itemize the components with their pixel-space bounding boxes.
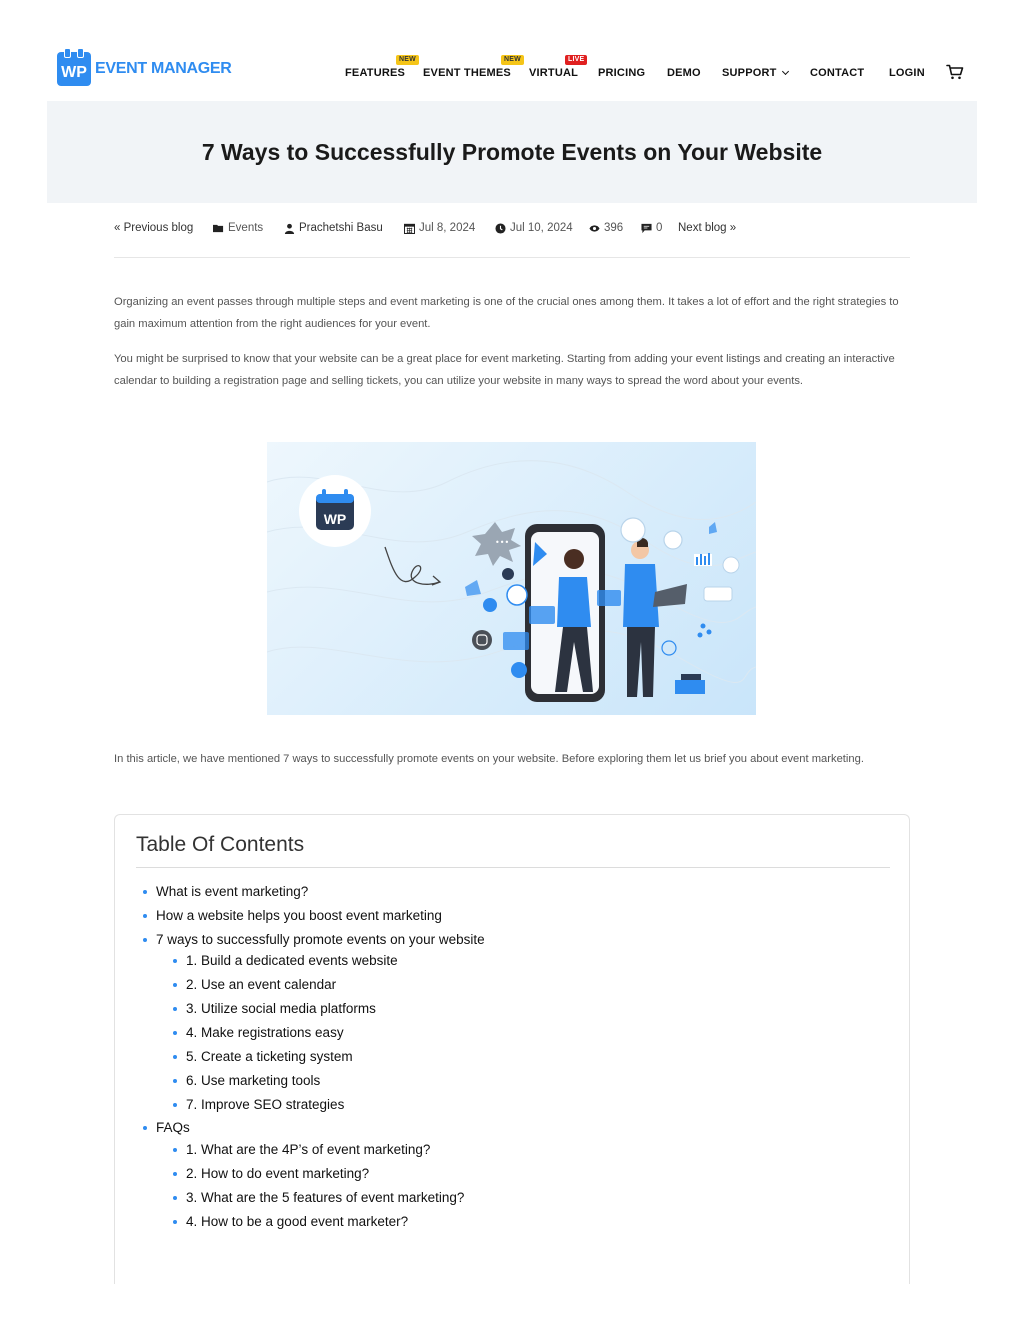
bullet-icon (143, 938, 147, 942)
toc-subitem[interactable]: 4. How to be a good event marketer? (173, 1214, 408, 1229)
bullet-icon (173, 1079, 177, 1083)
bullet-icon (173, 959, 177, 963)
toc-divider (136, 867, 890, 868)
toc-subitem[interactable]: 7. Improve SEO strategies (173, 1097, 344, 1112)
bullet-icon (173, 1103, 177, 1107)
bullet-icon (173, 1031, 177, 1035)
toc-subitem[interactable]: 3. What are the 5 features of event marketing? (173, 1190, 464, 1205)
bullet-icon (173, 983, 177, 987)
bullet-icon (173, 1220, 177, 1224)
main-nav (0, 56, 1024, 81)
title-banner (47, 101, 977, 203)
toc-subitem[interactable]: 1. Build a dedicated events website (173, 953, 398, 968)
bullet-icon (143, 1126, 147, 1130)
view-count: 396 (589, 222, 623, 234)
toc-title: Table Of Contents (136, 833, 305, 856)
eye-icon (589, 223, 600, 234)
bullet-icon (143, 914, 147, 918)
toc-item[interactable]: FAQs (143, 1120, 190, 1135)
nav-pricing[interactable]: PRICING (598, 67, 646, 79)
new-badge: NEW (501, 55, 524, 65)
site-header (0, 0, 1024, 101)
bullet-icon (173, 1055, 177, 1059)
comment-icon (641, 223, 652, 234)
category-link[interactable]: Events (213, 222, 263, 234)
intro-paragraph: Organizing an event passes through multiple steps and event marketing is one of the crucial ones among them. It takes a lot of effort and the right strategies to gain maximum attention from the right audiences for your event. (114, 296, 899, 330)
toc-subitem[interactable]: 2. How to do event marketing? (173, 1166, 369, 1181)
calendar-icon (404, 223, 415, 234)
logo-text: EVENT MANAGER (95, 60, 232, 77)
bullet-icon (173, 1007, 177, 1011)
nav-login[interactable]: LOGIN (889, 67, 925, 79)
toc-subitem[interactable]: 2. Use an event calendar (173, 977, 336, 992)
website-paragraph: You might be surprised to know that your website can be a great place for event marketing. Starting from adding your event listings and creating an interactive calendar to building a registration page and selling tickets, you can utilize your website in many ways to spread the word about your events. (114, 353, 895, 387)
author-link[interactable]: Prachetshi Basu (284, 222, 383, 234)
toc-item[interactable]: What is event marketing? (143, 884, 308, 899)
bullet-icon (173, 1196, 177, 1200)
toc-subitem[interactable]: 3. Utilize social media platforms (173, 1001, 376, 1016)
toc-item[interactable]: How a website helps you boost event marketing (143, 908, 442, 923)
nav-support[interactable]: SUPPORT (722, 67, 788, 79)
folder-icon (213, 223, 224, 234)
nav-demo[interactable]: DEMO (667, 67, 701, 79)
event-marketing-illustration (267, 442, 756, 715)
next-blog-link[interactable]: Next blog » (678, 222, 737, 234)
toc-subitem[interactable]: 1. What are the 4P’s of event marketing? (173, 1142, 430, 1157)
toc-subitem[interactable]: 5. Create a ticketing system (173, 1049, 353, 1064)
updated-date: Jul 10, 2024 (495, 222, 573, 234)
bullet-icon (143, 890, 147, 894)
new-badge: NEW (396, 55, 419, 65)
bullet-icon (173, 1148, 177, 1152)
svg-text:•••: ••• (495, 538, 510, 547)
cart-icon[interactable] (946, 64, 964, 80)
meta-divider (114, 257, 910, 258)
comment-count[interactable]: 0 (641, 222, 662, 234)
toc-subitem[interactable]: 6. Use marketing tools (173, 1073, 320, 1088)
published-date: Jul 8, 2024 (404, 222, 475, 234)
toc-subitem[interactable]: 4. Make registrations easy (173, 1025, 344, 1040)
hero-image (267, 442, 756, 715)
table-of-contents (114, 814, 910, 1284)
live-badge: LIVE (565, 55, 587, 65)
clock-icon (495, 223, 506, 234)
chevron-down-icon (782, 68, 789, 75)
nav-event-themes[interactable]: EVENT THEMES NEW (423, 67, 511, 79)
nav-virtual[interactable]: VIRTUAL LIVE (529, 67, 578, 79)
toc-item[interactable]: 7 ways to successfully promote events on your website (143, 932, 485, 947)
page-title: 7 Ways to Successfully Promote Events on Your Website (201, 138, 823, 165)
hero-wp-badge-text: WP (323, 511, 347, 527)
bullet-icon (173, 1172, 177, 1176)
previous-blog-link[interactable]: « Previous blog (114, 222, 194, 234)
article-intro-paragraph: In this article, we have mentioned 7 ways to successfully promote events on your website. Before exploring them let us brief you about event marketing. (114, 753, 864, 765)
nav-features[interactable]: FEATURES NEW (345, 67, 405, 79)
nav-contact[interactable]: CONTACT (810, 67, 865, 79)
user-icon (284, 223, 295, 234)
logo-calendar-icon: WP (57, 52, 91, 86)
